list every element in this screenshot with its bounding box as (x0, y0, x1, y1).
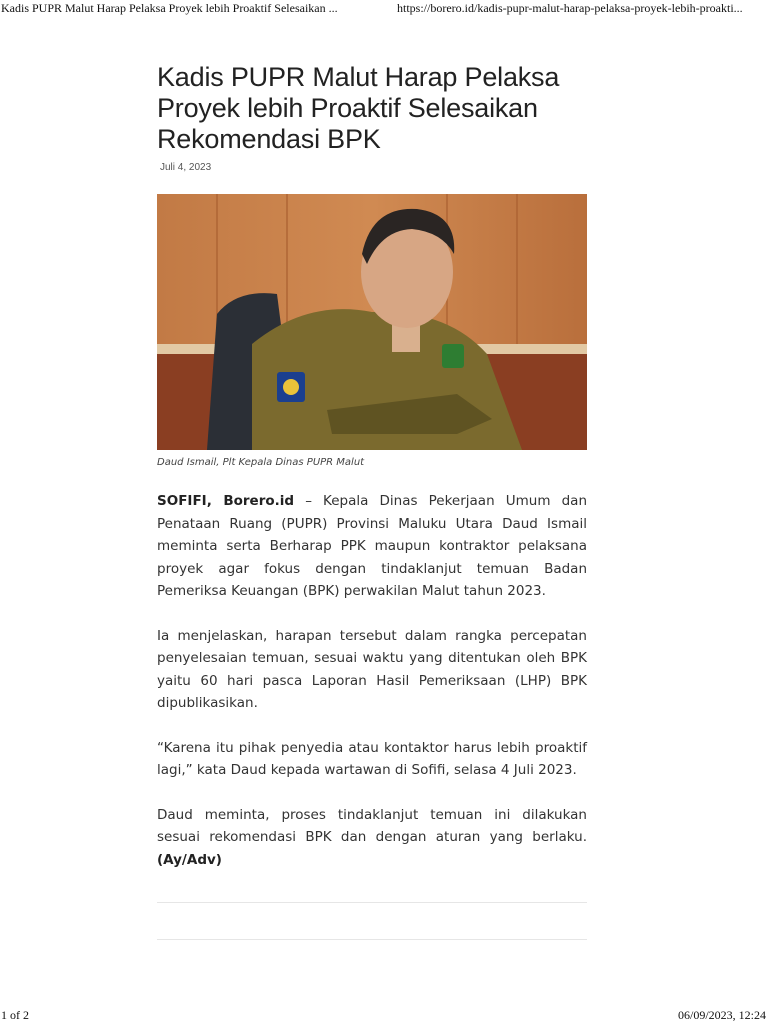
divider-bottom (157, 939, 587, 940)
print-header-title: Kadis PUPR Malut Harap Pelaksa Proyek lebih Proaktif Selesaikan ... (1, 1, 338, 15)
article (157, 62, 587, 868)
print-footer (0, 1008, 768, 1024)
article-photo (157, 194, 587, 450)
article-body (157, 490, 587, 893)
article-title: Kadis PUPR Malut Harap Pelaksa Proyek lebih Proaktif Selesaikan Rekomendasi BPK (157, 62, 560, 154)
print-header-url: https://borero.id/kadis-pupr-malut-harap-pelaksa-proyek-lebih-proakti... (397, 1, 743, 15)
paragraph-1-text: – Kepala Dinas Pekerjaan Umum dan Penataan Ruang (PUPR) Provinsi Maluku Utara Daud Ismail meminta serta Berharap PPK maupun kontraktor pelaksana proyek agar fokus dengan tindaklanjut temuan Badan Pemeriksa Keuangan (BPK) perwakilan Malut tahun 2023. (157, 493, 587, 599)
page-number: 1 of 2 (1, 1008, 29, 1022)
author-signoff: (Ay/Adv) (157, 851, 222, 868)
dateline: SOFIFI, Borero.id (157, 493, 295, 509)
print-datetime: 06/09/2023, 12:24 (677, 1008, 766, 1022)
paragraph-1 (157, 490, 587, 603)
paragraph-4-text: Daud meminta, proses tindaklanjut temuan ini dilakukan sesuai rekomendasi BPK dan dengan aturan yang berlaku. (157, 806, 587, 845)
paragraph-4 (157, 804, 587, 872)
image-caption: Daud Ismail, Plt Kepala Dinas PUPR Malut (157, 457, 365, 468)
divider-top (157, 902, 587, 903)
publish-date: Juli 4, 2023 (160, 162, 212, 173)
print-header (0, 0, 768, 16)
paragraph-2: Ia menjelaskan, harapan tersebut dalam rangka percepatan penyelesaian temuan, sesuai waktu yang ditentukan oleh BPK yaitu 60 hari pasca Laporan Hasil Pemeriksaan (LHP) BPK dipublikasikan. (157, 627, 587, 711)
paragraph-3: “Karena itu pihak penyedia atau kontaktor harus lebih proaktif lagi,” kata Daud kepada wartawan di Sofifi, selasa 4 Juli 2023. (157, 739, 587, 778)
